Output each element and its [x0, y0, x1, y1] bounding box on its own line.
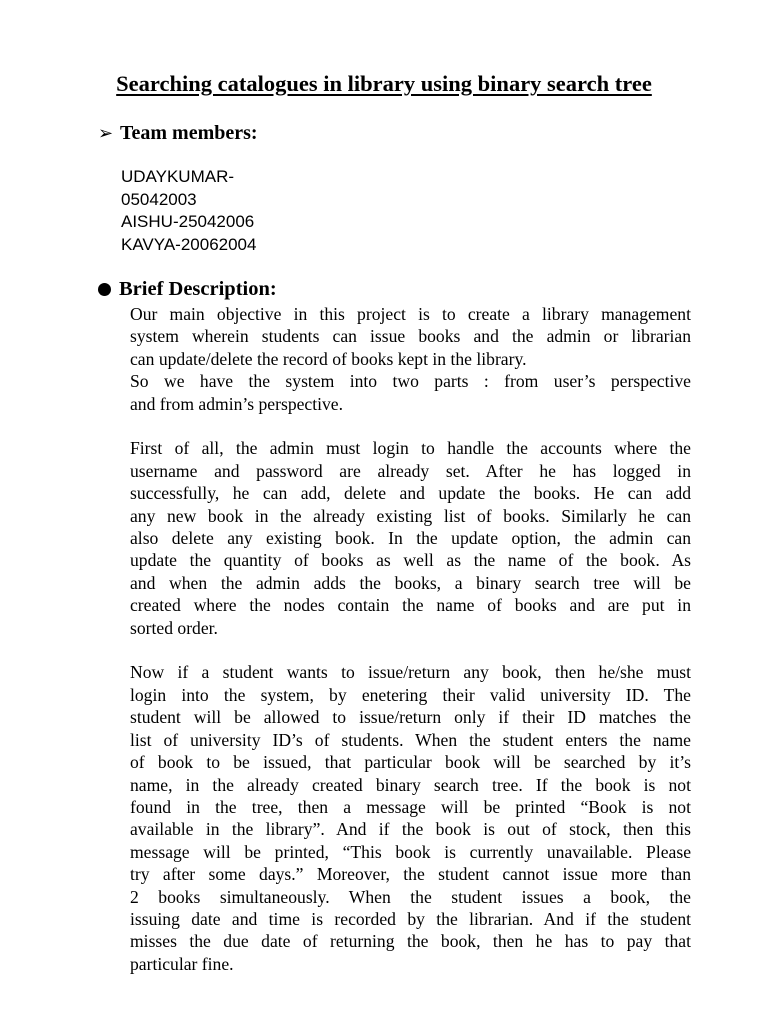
- filled-circle-bullet-icon: [98, 283, 111, 296]
- text-line: Now if a student wants to issue/return any book, then he/she must: [130, 662, 691, 683]
- text-line: message will be printed, “This book is currently unavailable. Please: [130, 841, 691, 862]
- paragraph-admin: [130, 437, 691, 639]
- text-line: found in the tree, then a message will be printed “Book is not: [130, 796, 691, 817]
- text-line: username and password are already set. After he has logged in: [130, 460, 691, 481]
- text-line: try after some days.” Moreover, the student cannot issue more than: [130, 864, 691, 885]
- text-line: misses the due date of returning the book, then he has to pay that: [130, 931, 691, 952]
- text-line: student will be allowed to issue/return only if their ID matches the: [130, 707, 691, 728]
- text-line: any new book in the already existing list of books. Similarly he can: [130, 505, 691, 526]
- text-line: available in the library”. And if the book is out of stock, then this: [130, 819, 691, 840]
- text-line: sorted order.: [130, 617, 218, 638]
- text-line: list of university ID’s of students. When the student enters the name: [130, 729, 691, 750]
- team-member-line: UDAYKUMAR-: [121, 167, 235, 186]
- text-line: and when the admin adds the books, a binary search tree will be: [130, 572, 691, 593]
- text-line: and from admin’s perspective.: [130, 393, 344, 414]
- team-members-list: [121, 166, 256, 256]
- team-member-line: AISHU-25042006: [121, 212, 255, 232]
- arrowhead-bullet-icon: ➢: [98, 123, 114, 143]
- text-line: Our main objective in this project is to create a library management: [130, 304, 691, 324]
- text-line: system wherein students can issue books and the admin or librarian: [130, 326, 691, 347]
- text-line: can update/delete the record of books kept in the library.: [130, 348, 527, 369]
- text-line: 2 books simultaneously. When the student issues a book, the: [130, 886, 691, 907]
- brief-description-heading: [98, 275, 277, 303]
- text-line: also delete any existing book. In the update option, the admin can: [130, 528, 691, 549]
- brief-description-heading-text: Brief Description:: [119, 278, 277, 300]
- team-member-line: KAVYA-20062004: [121, 234, 257, 254]
- paragraph-student: [130, 661, 691, 975]
- text-line: update the quantity of books as well as the name of the book. As: [130, 550, 691, 571]
- paragraph-system-parts: [130, 370, 691, 415]
- text-line: name, in the already created binary search tree. If the book is not: [130, 774, 691, 795]
- document-title: Searching catalogues in library using binary search tree: [116, 71, 652, 96]
- text-line: particular fine.: [130, 953, 234, 974]
- text-line: So we have the system into two parts : from user’s perspective: [130, 371, 691, 392]
- text-line: First of all, the admin must login to handle the accounts where the: [130, 438, 691, 459]
- team-members-heading: [98, 119, 258, 147]
- text-line: issuing date and time is recorded by the librarian. And if the student: [130, 908, 691, 929]
- brief-description-body: [130, 303, 691, 975]
- text-line: login into the system, by enetering their valid university ID. The: [130, 684, 691, 705]
- paragraph-objective: [130, 303, 691, 370]
- text-line: created where the nodes contain the name of books and are put in: [130, 595, 691, 616]
- team-member-line: 05042003: [121, 189, 197, 209]
- text-line: of book to be issued, that particular book will be searched by it’s: [130, 752, 691, 773]
- text-line: successfully, he can add, delete and update the books. He can add: [130, 483, 691, 504]
- team-members-heading-text: Team members:: [120, 122, 258, 144]
